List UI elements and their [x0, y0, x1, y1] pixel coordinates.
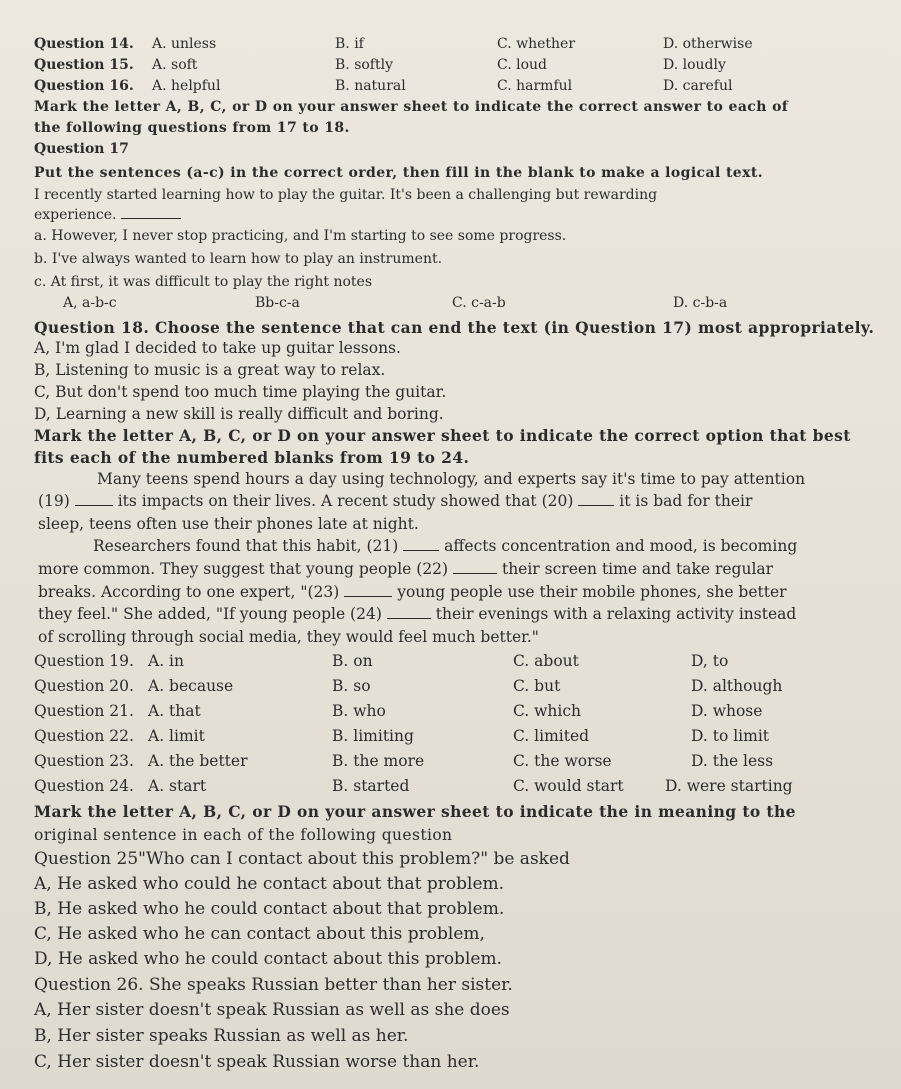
q22-option-d: D. to limit — [691, 727, 770, 745]
q18-option-b: B, Listening to music is a great way to relax. — [34, 361, 386, 379]
q17-text-line1: I recently started learning how to play the guitar. It's been a challenging but rewarding — [34, 187, 658, 203]
q21-option-d: D. whose — [691, 702, 763, 720]
q14-option-c: C. whether — [497, 36, 576, 52]
q19-option-b: B. on — [332, 652, 373, 670]
q22-option-c: C. limited — [513, 727, 590, 745]
q21-option-c: C. which — [513, 702, 582, 720]
q16-label: Question 16. — [34, 78, 134, 94]
q26-option-b: B, Her sister speaks Russian as well as her. — [34, 1026, 409, 1046]
q17-option-b: Bb-c-a — [255, 295, 300, 311]
q20-option-a: A. because — [148, 677, 234, 695]
q17-instruction: Put the sentences (a-c) in the correct order, then fill in the blank to make a logical text. — [34, 165, 763, 181]
q20-option-d: D. although — [691, 677, 783, 695]
passage-line7: they feel." She added, "If young people (24) their evenings with a relaxing activity instead — [38, 605, 797, 623]
q15-option-a: A. soft — [152, 57, 198, 73]
q23-option-c: C. the worse — [513, 752, 612, 770]
q18-option-c: C, But don't spend too much time playing the guitar. — [34, 383, 447, 401]
q21-label: Question 21. — [34, 702, 134, 720]
blank-24[interactable] — [387, 606, 431, 619]
q22-option-b: B. limiting — [332, 727, 414, 745]
q17-sentence-c: c. At first, it was difficult to play the right notes — [34, 274, 373, 290]
q20-option-b: B. so — [332, 677, 371, 695]
q14-option-d: D. otherwise — [663, 36, 753, 52]
q24-option-a: A. start — [148, 777, 207, 795]
q24-option-d: D. were starting — [665, 777, 793, 795]
q17-option-a: A, a-b-c — [63, 295, 117, 311]
q16-option-c: C. harmful — [497, 78, 573, 94]
passage-line1: Many teens spend hours a day using technology, and experts say it's time to pay attention — [97, 470, 806, 488]
blank-23[interactable] — [344, 584, 392, 597]
q14-option-a: A. unless — [152, 36, 217, 52]
passage-line5: more common. They suggest that young people (22) their screen time and take regular — [38, 560, 774, 578]
q16-option-a: A. helpful — [152, 78, 221, 94]
q18-title: Question 18. Choose the sentence that can end the text (in Question 17) most appropriately. — [34, 318, 875, 337]
q24-option-b: B. started — [332, 777, 410, 795]
q16-option-b: B. natural — [335, 78, 406, 94]
q15-label: Question 15. — [34, 57, 134, 73]
q15-option-c: C. loud — [497, 57, 547, 73]
q16-option-d: D. careful — [663, 78, 733, 94]
q20-option-c: C. but — [513, 677, 561, 695]
q25-option-b: B, He asked who he could contact about that problem. — [34, 899, 505, 919]
q25-option-d: D, He asked who he could contact about this problem. — [34, 949, 502, 969]
instruction-19-24-line2: fits each of the numbered blanks from 19 to 24. — [34, 448, 470, 467]
q20-label: Question 20. — [34, 677, 134, 695]
q19-option-a: A. in — [148, 652, 184, 670]
q17-option-c: C. c-a-b — [452, 295, 506, 311]
passage-line6: breaks. According to one expert, "(23) young people use their mobile phones, she better — [38, 583, 787, 601]
q23-label: Question 23. — [34, 752, 134, 770]
q23-option-d: D. the less — [691, 752, 774, 770]
blank-22[interactable] — [453, 561, 497, 574]
q24-option-c: C. would start — [513, 777, 624, 795]
q23-option-a: A. the better — [148, 752, 248, 770]
q17-title: Question 17 — [34, 141, 129, 157]
passage-line2: (19) its impacts on their lives. A recent study showed that (20) it is bad for their — [38, 492, 753, 510]
instruction-17-18-line2: the following questions from 17 to 18. — [34, 120, 350, 136]
q25-title: Question 25"Who can I contact about this problem?" be asked — [34, 849, 570, 869]
q26-option-c: C, Her sister doesn't speak Russian worse than her. — [34, 1052, 480, 1072]
q15-option-b: B. softly — [335, 57, 393, 73]
q15-option-d: D. loudly — [663, 57, 726, 73]
q26-option-a: A, Her sister doesn't speak Russian as well as she does — [34, 1000, 510, 1020]
blank-19[interactable] — [75, 493, 113, 506]
q14-label: Question 14. — [34, 36, 134, 52]
instruction-25-26-line2: original sentence in each of the following question — [34, 826, 453, 844]
q17-sentence-a: a. However, I never stop practicing, and I'm starting to see some progress. — [34, 228, 567, 244]
passage-line4: Researchers found that this habit, (21) affects concentration and mood, is becoming — [93, 537, 798, 555]
q23-option-b: B. the more — [332, 752, 425, 770]
q17-sentence-b: b. I've always wanted to learn how to play an instrument. — [34, 251, 443, 267]
passage-line3: sleep, teens often use their phones late at night. — [38, 515, 419, 533]
passage-line8: of scrolling through social media, they would feel much better." — [38, 628, 539, 646]
q17-blank[interactable] — [121, 206, 181, 219]
blank-21[interactable] — [403, 538, 439, 551]
q19-label: Question 19. — [34, 652, 134, 670]
q17-text-line2: experience. — [34, 206, 181, 223]
q22-label: Question 22. — [34, 727, 134, 745]
instruction-19-24-line1: Mark the letter A, B, C, or D on your answer sheet to indicate the correct option that best — [34, 426, 851, 445]
q21-option-b: B. who — [332, 702, 386, 720]
q14-option-b: B. if — [335, 36, 364, 52]
blank-20[interactable] — [578, 493, 614, 506]
q22-option-a: A. limit — [148, 727, 205, 745]
q17-option-d: D. c-b-a — [673, 295, 728, 311]
instruction-25-26-line1: Mark the letter A, B, C, or D on your answer sheet to indicate the in meaning to the — [34, 802, 796, 821]
q24-label: Question 24. — [34, 777, 134, 795]
q21-option-a: A. that — [148, 702, 201, 720]
q19-option-c: C. about — [513, 652, 579, 670]
q18-option-d: D, Learning a new skill is really difficult and boring. — [34, 405, 444, 423]
q18-option-a: A, I'm glad I decided to take up guitar lessons. — [34, 339, 401, 357]
q25-option-a: A, He asked who could he contact about that problem. — [34, 874, 505, 894]
instruction-17-18-line1: Mark the letter A, B, C, or D on your answer sheet to indicate the correct answer to each of — [34, 99, 789, 115]
q19-option-d: D, to — [691, 652, 729, 670]
q25-option-c: C, He asked who he can contact about this problem, — [34, 924, 485, 944]
q26-title: Question 26. She speaks Russian better than her sister. — [34, 975, 513, 995]
